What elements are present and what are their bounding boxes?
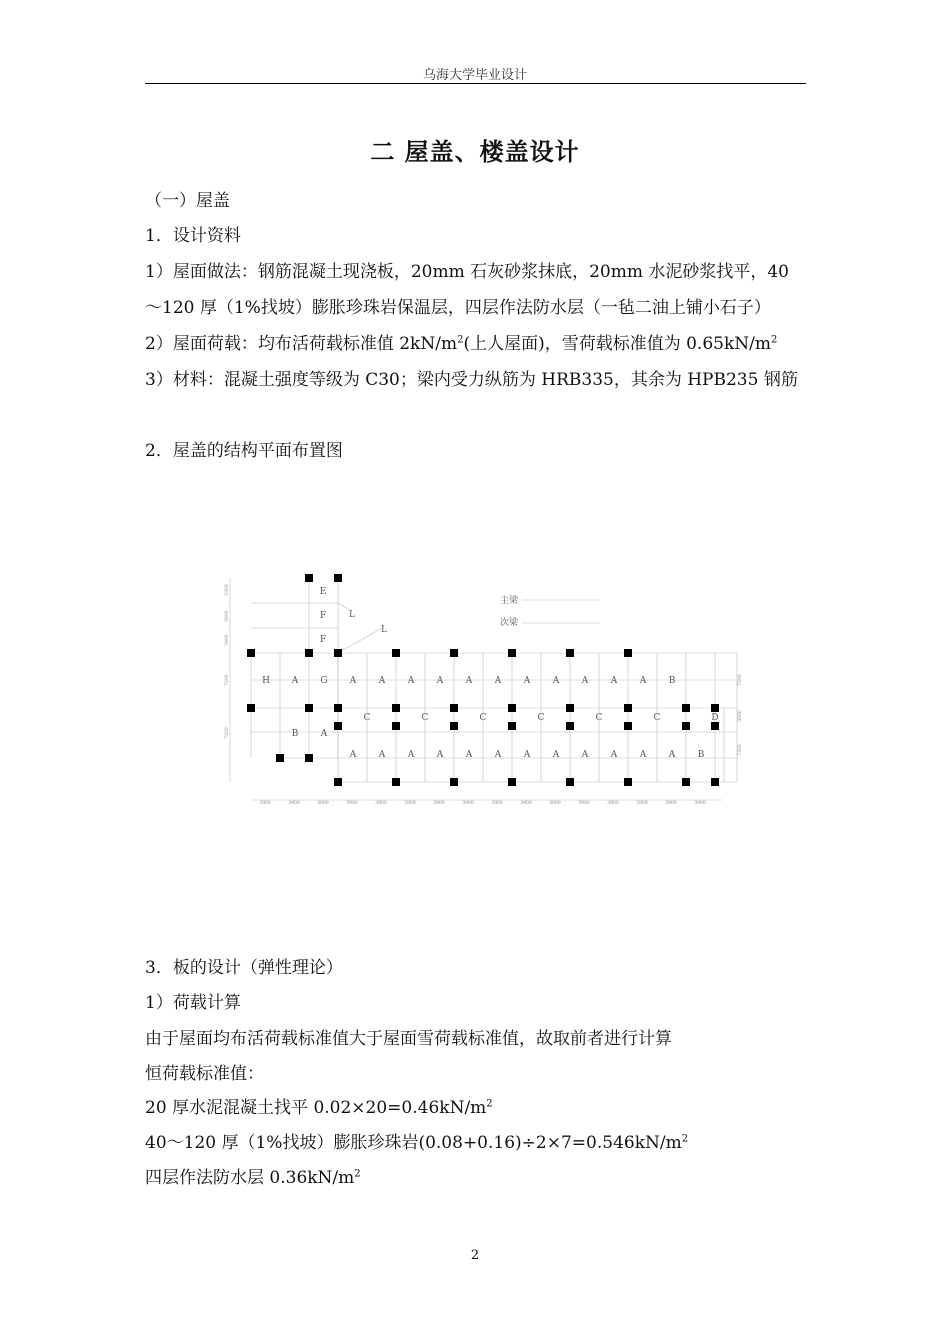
dimension-label: 7200: [225, 727, 230, 739]
slab-label: C: [479, 713, 487, 723]
leader-line: [338, 628, 382, 653]
column-mark: [247, 649, 255, 657]
column-mark: [624, 722, 632, 730]
superscript-2: 2: [354, 1168, 361, 1180]
dimension-label: 3900: [404, 801, 416, 806]
legend-secondary-label: 次梁: [500, 618, 519, 628]
column-mark: [624, 778, 632, 786]
column-mark: [450, 704, 458, 712]
plan-heading: 2．屋盖的结构平面布置图: [145, 441, 343, 461]
slab-label: A: [581, 750, 589, 760]
roof-practice-line2: ～120 厚（1%找坡）膨胀珍珠岩保温层，四层作法防水层（一毡二油上铺小石子）: [145, 298, 771, 318]
page-number: 2: [470, 1248, 480, 1263]
dead-load-heading: 恒荷载标准值：: [145, 1064, 264, 1084]
dimension-label: 3900: [636, 801, 648, 806]
page-title: 二 屋盖、楼盖设计: [370, 138, 580, 166]
dimension-label: 3900: [520, 801, 532, 806]
slab-label: A: [552, 750, 560, 760]
column-mark: [566, 778, 574, 786]
superscript-2: 2: [486, 1098, 493, 1110]
column-mark: [682, 722, 690, 730]
slab-label: A: [639, 676, 647, 686]
dimension-label: 3900: [462, 801, 474, 806]
slab-label: A: [465, 750, 473, 760]
column-mark: [711, 778, 719, 786]
column-mark: [334, 704, 342, 712]
column-mark: [392, 722, 400, 730]
dimension-label: 3900: [578, 801, 590, 806]
column-mark: [711, 704, 719, 712]
column-mark: [392, 649, 400, 657]
column-mark: [450, 722, 458, 730]
slab-label: A: [378, 676, 386, 686]
dimension-label: 7200: [738, 674, 743, 686]
slab-label: A: [378, 750, 386, 760]
dimension-label: 3900: [375, 801, 387, 806]
column-mark: [305, 754, 313, 762]
slab-label: A: [523, 676, 531, 686]
stair-label: F: [319, 611, 327, 621]
column-mark: [392, 704, 400, 712]
slab-label: A: [552, 676, 560, 686]
slab-label: C: [537, 713, 545, 723]
dimension-label: 3900: [665, 801, 677, 806]
header-rule: [145, 83, 806, 84]
design-data-heading: 1．设计资料: [145, 226, 241, 246]
column-mark: [508, 704, 516, 712]
slab-label: C: [363, 713, 371, 723]
slab-label: A: [465, 676, 473, 686]
column-mark: [305, 704, 313, 712]
dimension-label: 3900: [259, 801, 271, 806]
roof-load-text-b: (上人屋面)，雪荷载标准值为 0.65kN/m: [463, 334, 771, 354]
roof-load-line: [145, 333, 777, 355]
load-calc-heading: 1）荷载计算: [145, 993, 241, 1013]
dimension-label: 7200: [738, 744, 743, 756]
slab-label: A: [349, 750, 357, 760]
column-mark: [334, 778, 342, 786]
slab-label: A: [610, 750, 618, 760]
stair-label: F: [319, 635, 327, 645]
slab-label: A: [523, 750, 531, 760]
leader-label: L: [381, 625, 387, 635]
roof-practice-line1: 1）屋面做法：钢筋混凝土现浇板，20mm 石灰砂浆抹底，20mm 水泥砂浆找平，40: [145, 262, 789, 282]
dead-load-line3: [145, 1167, 361, 1189]
slab-label: A: [494, 750, 502, 760]
dimension-label: 3900: [694, 801, 706, 806]
column-mark: [566, 704, 574, 712]
slab-label: A: [610, 676, 618, 686]
column-mark: [566, 649, 574, 657]
dead-load-text-2: 40～120 厚（1%找坡）膨胀珍珠岩(0.08+0.16)÷2×7=0.546kN/m: [145, 1133, 682, 1153]
slab-label: A: [668, 750, 676, 760]
slab-label: G: [320, 676, 328, 686]
slab-label: A: [407, 750, 415, 760]
page-header: 乌海大学毕业设计: [422, 68, 527, 83]
column-mark: [682, 704, 690, 712]
superscript-2: 2: [681, 1133, 689, 1145]
dead-load-line2: [145, 1132, 688, 1154]
dimension-label: 3900: [607, 801, 619, 806]
column-mark: [334, 649, 342, 657]
slab-label: A: [407, 676, 415, 686]
dimension-label: 3600: [225, 610, 230, 622]
dimension-label: 3900: [317, 801, 329, 806]
slab-label: B: [697, 750, 705, 760]
stair-label: E: [319, 587, 327, 597]
dimension-label: 3300: [225, 584, 230, 596]
slab-label: A: [349, 676, 357, 686]
column-mark: [624, 704, 632, 712]
column-mark: [682, 778, 690, 786]
column-mark: [305, 574, 313, 582]
roof-load-text-a: 2）屋面荷载：均布活荷载标准值 2kN/m: [145, 334, 458, 354]
column-mark: [334, 574, 342, 582]
slab-label: H: [262, 676, 270, 686]
dead-load-line1: [145, 1097, 493, 1119]
leader-line: [338, 603, 350, 610]
column-mark: [305, 649, 313, 657]
slab-label: A: [639, 750, 647, 760]
dead-load-text-3: 四层作法防水层 0.36kN/m: [145, 1168, 355, 1188]
load-explanation: 由于屋面均布活荷载标准值大于屋面雪荷载标准值，故取前者进行计算: [145, 1029, 672, 1049]
dimension-label: 3900: [491, 801, 503, 806]
slab-label: D: [711, 713, 719, 723]
dimension-label: 3000: [738, 710, 743, 722]
slab-design-heading: 3．板的设计（弹性理论）: [145, 958, 343, 978]
dimension-label: 3900: [346, 801, 358, 806]
column-mark: [392, 778, 400, 786]
slab-label: A: [320, 729, 328, 739]
slab-label: B: [668, 676, 676, 686]
column-mark: [508, 649, 516, 657]
slab-label: B: [291, 729, 299, 739]
slab-label: A: [436, 750, 444, 760]
column-mark: [450, 649, 458, 657]
column-mark: [334, 722, 342, 730]
column-mark: [247, 704, 255, 712]
dimension-label: 3900: [288, 801, 300, 806]
slab-label: A: [581, 676, 589, 686]
slab-label: C: [653, 713, 661, 723]
column-mark: [450, 778, 458, 786]
legend-main-label: 主梁: [500, 596, 519, 606]
dimension-label: 7200: [225, 674, 230, 686]
column-mark: [711, 722, 719, 730]
column-mark: [566, 722, 574, 730]
slab-label: A: [494, 676, 502, 686]
dead-load-text-1: 20 厚水泥混凝土找平 0.02×20=0.46kN/m: [145, 1098, 487, 1118]
slab-label: C: [421, 713, 429, 723]
roof-heading: （一）屋盖: [145, 191, 230, 211]
roof-structural-plan: [222, 568, 752, 813]
leader-label: L: [349, 610, 355, 620]
column-mark: [624, 649, 632, 657]
column-mark: [508, 722, 516, 730]
dimension-label: 3900: [433, 801, 445, 806]
column-mark: [276, 754, 284, 762]
superscript-2: 2: [770, 334, 778, 346]
column-mark: [508, 778, 516, 786]
superscript-2: 2: [457, 334, 464, 346]
slab-label: C: [595, 713, 603, 723]
dimension-label: 3400: [225, 634, 230, 646]
slab-label: A: [291, 676, 299, 686]
material-line: 3）材料：混凝土强度等级为 C30；梁内受力纵筋为 HRB335，其余为 HPB235 钢筋: [145, 370, 798, 390]
dimension-label: 3900: [549, 801, 561, 806]
slab-label: A: [436, 676, 444, 686]
